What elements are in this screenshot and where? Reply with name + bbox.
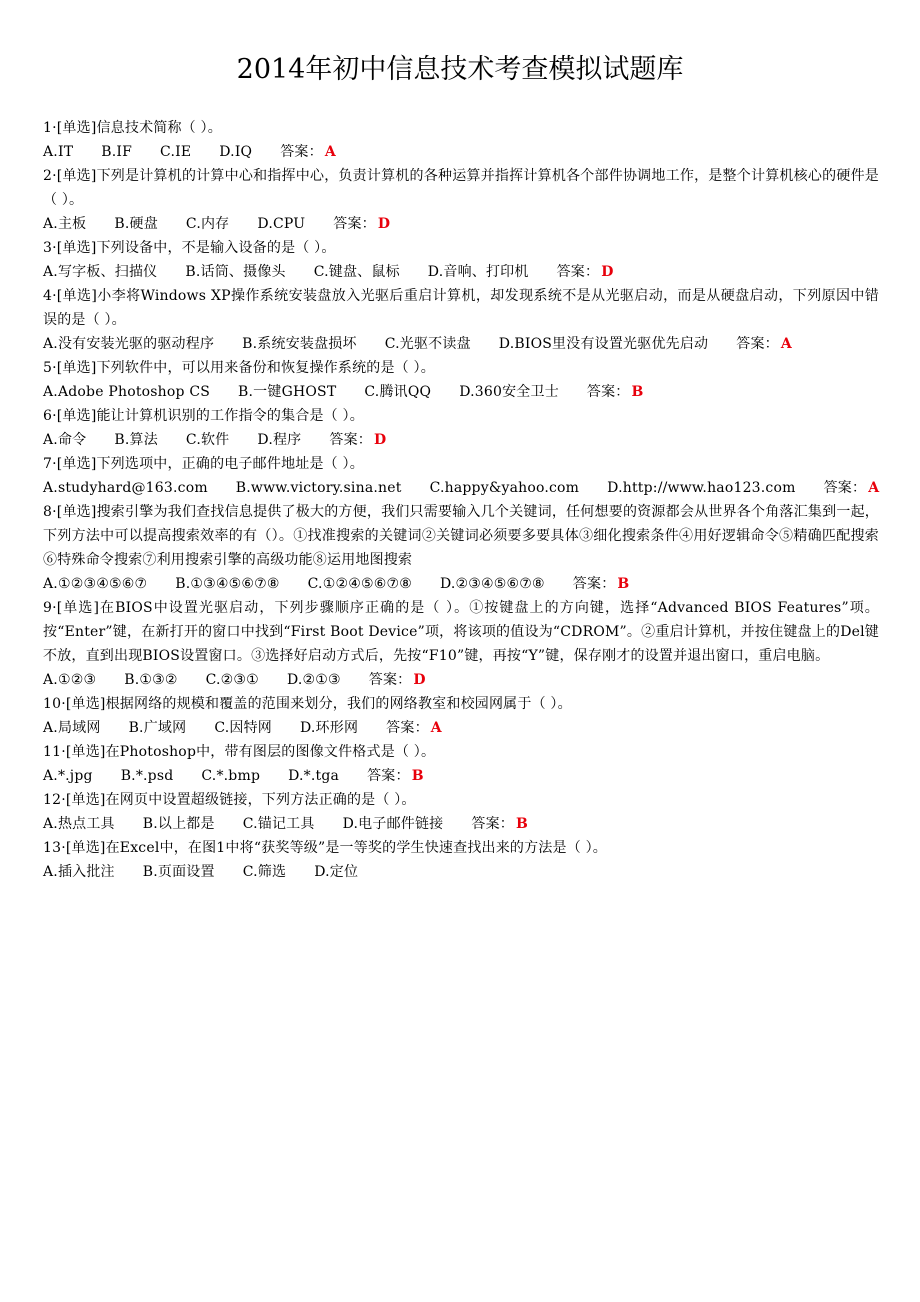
option: A.*.jpg: [43, 768, 93, 784]
options-row: [43, 812, 879, 836]
option: A.没有安装光驱的驱动程序: [43, 336, 215, 352]
answer-label: 答案：: [586, 384, 630, 400]
answer-value: B: [631, 384, 644, 400]
options-row: [43, 860, 879, 884]
option: B.一键GHOST: [238, 384, 337, 400]
question-text: 4·[单选]小李将Windows XP操作系统安装盘放入光驱后重启计算机，却发现系统不是从光驱启动，而是从硬盘启动，下列原因中错误的是（ ）。: [43, 288, 879, 328]
question-text: 13·[单选]在Excel中，在图1中将“获奖等级”是一等奖的学生快速查找出来的方法是（ ）。: [43, 840, 607, 856]
option: A.studyhard@163.com: [43, 480, 208, 496]
answer-label: 答案：: [367, 768, 410, 784]
answer-label: 答案：: [736, 336, 779, 352]
option: C.因特网: [214, 720, 272, 736]
option: B.www.victory.sina.net: [235, 480, 402, 496]
option: B.广域网: [128, 720, 187, 736]
option: D.音响、打印机: [427, 264, 529, 280]
answer-value: D: [377, 216, 391, 232]
option: D.http://www.hao123.com: [607, 480, 796, 496]
option: A.局域网: [43, 720, 101, 736]
options-row: [43, 380, 879, 404]
question-text: 12·[单选]在网页中设置超级链接，下列方法正确的是（ ）。: [43, 792, 416, 808]
answer-label: 答案：: [368, 672, 412, 688]
option: B.硬盘: [114, 216, 158, 232]
option: A.命令: [43, 432, 87, 448]
option: B.以上都是: [142, 816, 215, 832]
option: B.系统安装盘损坏: [242, 336, 357, 352]
answer-value: D: [413, 672, 426, 688]
question-text: 6·[单选]能让计算机识别的工作指令的集合是（ ）。: [43, 408, 364, 424]
question-text: 3·[单选]下列设备中，不是输入设备的是（ ）。: [43, 240, 336, 256]
option: A.插入批注: [43, 864, 115, 880]
option: D.电子邮件链接: [342, 816, 444, 832]
answer-label: 答案：: [333, 216, 376, 232]
option: D.*.tga: [288, 768, 340, 784]
answer-label: 答案：: [386, 720, 429, 736]
options-row: [43, 764, 879, 788]
option: D.IQ: [219, 144, 253, 160]
option: A.主板: [43, 216, 87, 232]
option: C.软件: [185, 432, 230, 448]
answer-value: A: [324, 144, 336, 160]
question-text: 10·[单选]根据网络的规模和覆盖的范围来划分，我们的网络教室和校园网属于（ ）。: [43, 696, 572, 712]
question-text: 5·[单选]下列软件中，可以用来备份和恢复操作系统的是（ ）。: [43, 360, 435, 376]
option: A.写字板、扫描仪: [43, 264, 158, 280]
answer-label: 答案：: [280, 144, 323, 160]
option: C.腾讯QQ: [364, 384, 432, 400]
option: D.CPU: [257, 216, 306, 232]
answer-value: B: [515, 816, 529, 832]
option: C.锚记工具: [242, 816, 315, 832]
options-row: [43, 332, 879, 356]
question-text: 9·[单选]在BIOS中设置光驱启动，下列步骤顺序正确的是（ ）。①按键盘上的方向键，选择“Advanced BIOS Features”项。按“Enter”键，在新打开的窗口中找到“First Boot Device”项，将该项的值设为“CDROM”。②重启计算机，并按住键盘上的Del键不放，直到出现BIOS设置窗口。③选择好启动方式后，先按“F10”键，再按“Y”键，保存刚才的设置并退出窗口，重启电脑。: [43, 600, 879, 664]
option: B.页面设置: [142, 864, 215, 880]
option: C.筛选: [242, 864, 287, 880]
answer-value: D: [373, 432, 387, 448]
answer-label: 答案：: [823, 480, 867, 496]
answer-label: 答案：: [556, 264, 600, 280]
answer-label: 答案：: [329, 432, 372, 448]
option: A.Adobe Photoshop CS: [43, 384, 211, 400]
answer-label: 答案：: [471, 816, 514, 832]
option: D.BIOS里没有设置光驱优先启动: [498, 336, 709, 352]
answer-value: A: [780, 336, 792, 352]
question-text: 1·[单选]信息技术简称（ ）。: [43, 120, 222, 136]
answer-value: A: [430, 720, 442, 736]
option: C.IE: [160, 144, 192, 160]
option: C.happy&yahoo.com: [429, 480, 580, 496]
option: D.360安全卫士: [459, 384, 559, 400]
option: A.IT: [43, 144, 74, 160]
answer-value: B: [617, 576, 630, 592]
option: D.定位: [314, 864, 359, 880]
answer-label: 答案：: [572, 576, 616, 592]
answer-value: D: [601, 264, 614, 280]
option: B.*.psd: [120, 768, 174, 784]
options-row: [43, 668, 879, 692]
page-title: 2014年初中信息技术考查模拟试题库: [236, 54, 684, 85]
answer-value: B: [411, 768, 424, 784]
options-row: [43, 212, 879, 236]
option: C.键盘、鼠标: [313, 264, 400, 280]
answer-value: A: [868, 480, 880, 496]
option: D.程序: [257, 432, 302, 448]
options-row: [43, 476, 879, 500]
option: C.*.bmp: [201, 768, 261, 784]
option: A.热点工具: [43, 816, 115, 832]
option: D.②③④⑤⑥⑦⑧: [439, 576, 545, 592]
question-text: 2·[单选]下列是计算机的计算中心和指挥中心，负责计算机的各种运算并指挥计算机各个部件协调地工作，是整个计算机核心的硬件是（ ）。: [43, 168, 879, 208]
question-text: 7·[单选]下列选项中，正确的电子邮件地址是（ ）。: [43, 456, 364, 472]
option: B.①③④⑤⑥⑦⑧: [175, 576, 280, 592]
options-row: [43, 428, 879, 452]
option: D.环形网: [299, 720, 359, 736]
option: C.光驱不读盘: [384, 336, 471, 352]
option: B.话筒、摄像头: [185, 264, 286, 280]
question-text: 8·[单选]搜索引擎为我们查找信息提供了极大的方便，我们只需要输入几个关键词，任何想要的资源都会从世界各个角落汇集到一起，下列方法中可以提高搜索效率的有（）。①找准搜索的关键词②关键词必须要多要具体③细化搜索条件④用好逻辑命令⑤精确匹配搜索⑥特殊命令搜索⑦利用搜索引擎的高级功能⑧运用地图搜索: [43, 504, 879, 568]
option: B.IF: [101, 144, 133, 160]
options-row: [43, 140, 879, 164]
option: C.①②④⑤⑥⑦⑧: [307, 576, 412, 592]
option: B.算法: [114, 432, 158, 448]
question-text: 11·[单选]在Photoshop中，带有图层的图像文件格式是（ ）。: [43, 744, 436, 760]
options-row: [43, 572, 879, 596]
option: A.①②③: [43, 672, 97, 688]
option: B.①③②: [124, 672, 178, 688]
options-row: [43, 260, 879, 284]
option: A.①②③④⑤⑥⑦: [43, 576, 148, 592]
question-list: [43, 116, 879, 884]
options-row: [43, 716, 879, 740]
option: C.内存: [185, 216, 230, 232]
option: C.②③①: [205, 672, 259, 688]
option: D.②①③: [286, 672, 341, 688]
